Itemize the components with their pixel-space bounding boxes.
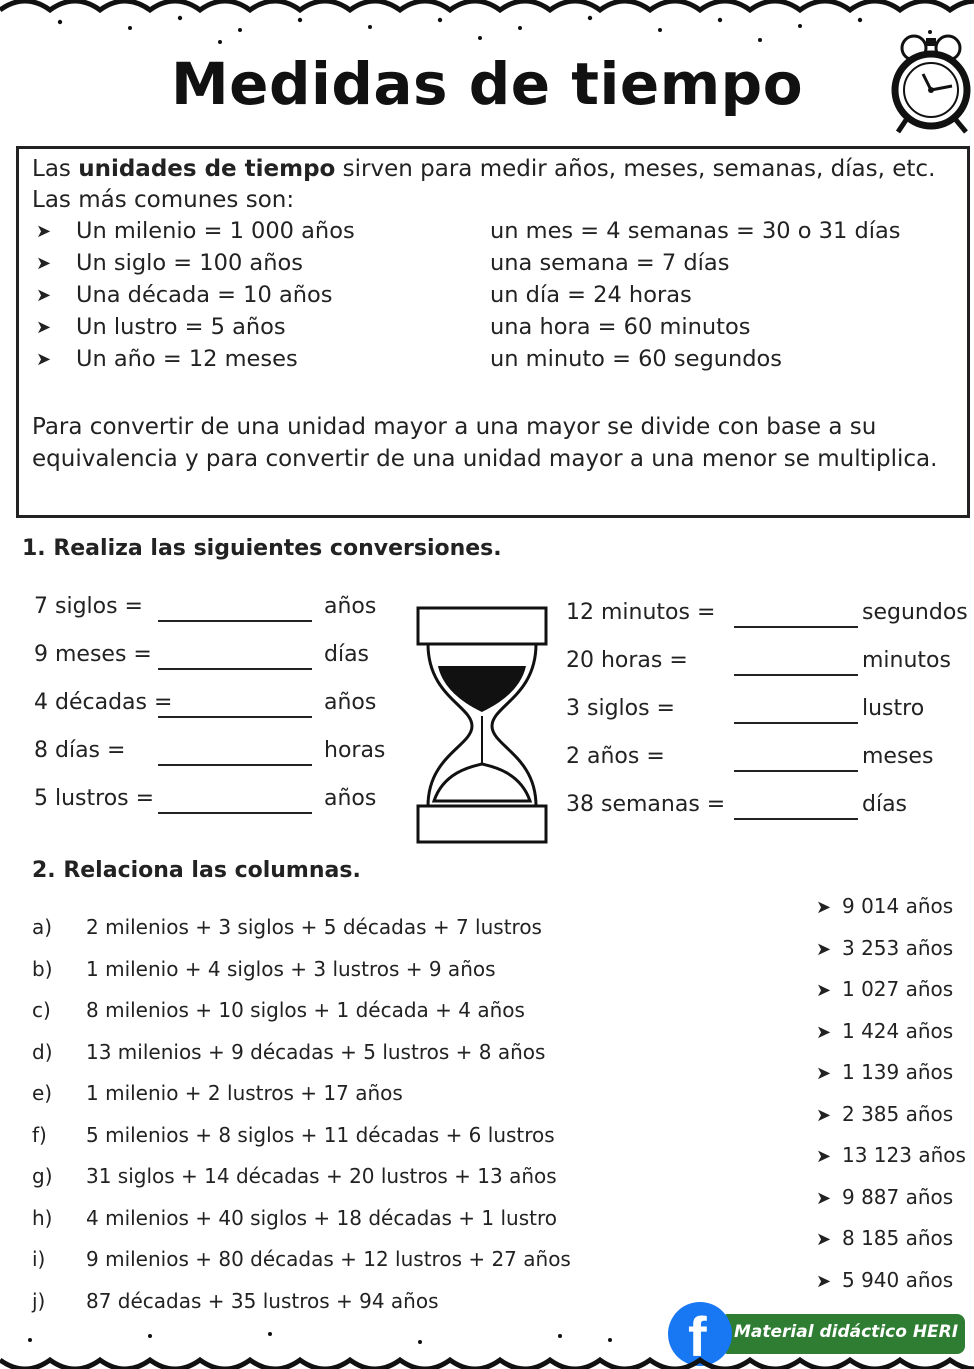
bullet-arrow-icon: ➤	[816, 1270, 832, 1292]
bullet-arrow-icon: ➤	[816, 1187, 832, 1209]
section2-title: 2. Relaciona las columnas.	[32, 858, 361, 883]
conversion-note: Para convertir de una unidad mayor a una mayor se divide con base a su equivalencia y para convertir de una unidad mayor a una menor se multiplica.	[32, 414, 938, 472]
conversion-question: 38 semanas =	[566, 792, 726, 817]
bullet-arrow-icon: ➤	[816, 1104, 832, 1126]
answer-option: 1 424 años	[842, 1018, 954, 1043]
bullet-arrow-icon: ➤	[816, 1229, 832, 1250]
conversion-unit: segundos	[862, 600, 968, 625]
answer-blank[interactable]	[158, 620, 312, 622]
conversion-question: 4 décadas =	[34, 690, 173, 715]
equivalence-left-item: Un año = 12 meses	[76, 346, 298, 372]
answer-option: 9 014 años	[842, 894, 954, 918]
bullet-arrow-icon: ➤	[816, 1021, 832, 1043]
item-expression: 4 milenios + 40 siglos + 18 décadas + 1 lustro	[86, 1205, 558, 1230]
hourglass-icon	[414, 606, 550, 846]
conversion-unit: meses	[862, 744, 934, 769]
facebook-letter: f	[688, 1305, 707, 1368]
item-expression: 13 milenios + 9 décadas + 5 lustros + 8 años	[86, 1039, 546, 1064]
item-letter: g)	[32, 1164, 53, 1188]
item-letter: b)	[32, 956, 53, 981]
item-expression: 1 milenio + 4 siglos + 3 lustros + 9 años	[86, 956, 496, 981]
conversion-unit: años	[324, 786, 377, 811]
item-letter: c)	[32, 998, 51, 1022]
conversion-question: 3 siglos =	[566, 696, 675, 721]
item-letter: j)	[32, 1288, 46, 1313]
item-letter: e)	[32, 1081, 53, 1105]
equivalence-left-item: Una década = 10 años	[76, 282, 333, 308]
bullet-arrow-icon: ➤	[36, 253, 52, 274]
answer-blank[interactable]	[734, 626, 858, 628]
item-letter: h)	[32, 1205, 53, 1230]
scalloped-top-border	[0, 0, 974, 44]
bullet-arrow-icon: ➤	[36, 349, 52, 370]
answer-option: 2 385 años	[842, 1101, 954, 1126]
conversion-question: 7 siglos =	[34, 594, 143, 619]
answer-option: 1 139 años	[842, 1060, 954, 1084]
equivalence-right-item: un minuto = 60 segundos	[490, 346, 783, 372]
answer-option: 9 887 años	[842, 1184, 954, 1209]
answer-blank[interactable]	[734, 722, 858, 724]
bullet-arrow-icon: ➤	[816, 938, 832, 960]
badge-text: Material didáctico HERI	[734, 1322, 959, 1342]
conversion-unit: lustro	[862, 696, 925, 721]
answer-option: 3 253 años	[842, 935, 954, 960]
conversion-question: 5 lustros =	[34, 786, 155, 811]
conversion-question: 8 días =	[34, 738, 126, 763]
answer-option: 5 940 años	[842, 1267, 954, 1292]
answer-option: 13 123 años	[842, 1143, 966, 1167]
answer-blank[interactable]	[734, 770, 858, 772]
equivalence-right-item: una semana = 7 días	[490, 250, 730, 276]
alarm-clock-icon	[886, 28, 972, 138]
conversion-question: 2 años =	[566, 744, 665, 769]
answer-blank[interactable]	[158, 764, 312, 766]
conversion-question: 12 minutos =	[566, 600, 716, 625]
intro-part1: Las	[32, 156, 79, 182]
scalloped-bottom-border	[0, 1330, 974, 1369]
item-letter: f)	[32, 1122, 47, 1147]
answer-blank[interactable]	[734, 818, 858, 820]
answer-option: 1 027 años	[842, 977, 954, 1001]
conversion-unit: días	[324, 642, 370, 667]
bullet-arrow-icon: ➤	[36, 317, 52, 338]
equivalence-right-item: una hora = 60 minutos	[490, 314, 751, 340]
bullet-arrow-icon: ➤	[816, 1146, 832, 1167]
item-letter: i)	[32, 1247, 46, 1271]
item-expression: 87 décadas + 35 lustros + 94 años	[86, 1288, 439, 1313]
conversion-unit: años	[324, 690, 377, 715]
item-expression: 31 siglos + 14 décadas + 20 lustros + 13 años	[86, 1164, 557, 1188]
conversion-unit: años	[324, 594, 377, 619]
item-letter: a)	[32, 915, 53, 939]
conversion-question: 9 meses =	[34, 642, 152, 667]
intro-text	[32, 154, 962, 216]
equivalence-right-item: un día = 24 horas	[490, 282, 692, 308]
answer-blank[interactable]	[158, 716, 312, 718]
answer-blank[interactable]	[734, 674, 858, 676]
bullet-arrow-icon: ➤	[816, 980, 832, 1001]
bullet-arrow-icon: ➤	[816, 1063, 832, 1084]
intro-bold: unidades de tiempo	[78, 156, 336, 182]
item-expression: 1 milenio + 2 lustros + 17 años	[86, 1081, 403, 1105]
conversion-unit: días	[862, 792, 908, 817]
equivalence-right-item: un mes = 4 semanas = 30 o 31 días	[490, 218, 901, 244]
section1-title: 1. Realiza las siguientes conversiones.	[22, 536, 502, 561]
equivalence-left-item: Un lustro = 5 años	[76, 314, 286, 340]
item-expression: 8 milenios + 10 siglos + 1 década + 4 años	[86, 998, 525, 1022]
answer-blank[interactable]	[158, 812, 312, 814]
conversion-unit: minutos	[862, 648, 951, 673]
answer-blank[interactable]	[158, 668, 312, 670]
bullet-arrow-icon: ➤	[36, 285, 52, 306]
bullet-arrow-icon: ➤	[816, 897, 832, 918]
item-expression: 2 milenios + 3 siglos + 5 décadas + 7 lustros	[86, 915, 542, 939]
bullet-arrow-icon: ➤	[36, 221, 52, 242]
item-expression: 5 milenios + 8 siglos + 11 décadas + 6 lustros	[86, 1122, 555, 1147]
answer-option: 8 185 años	[842, 1226, 954, 1250]
equivalence-left-item: Un milenio = 1 000 años	[76, 218, 355, 244]
item-letter: d)	[32, 1039, 53, 1064]
equivalence-left-item: Un siglo = 100 años	[76, 250, 303, 276]
item-expression: 9 milenios + 80 décadas + 12 lustros + 27 años	[86, 1247, 571, 1271]
intro-part2: sirven para medir años, meses, semanas, días, etc. Las más comunes son:	[32, 156, 936, 213]
conversion-unit: horas	[324, 738, 386, 763]
conversion-question: 20 horas =	[566, 648, 688, 673]
page-title: Medidas de tiempo	[170, 50, 804, 118]
